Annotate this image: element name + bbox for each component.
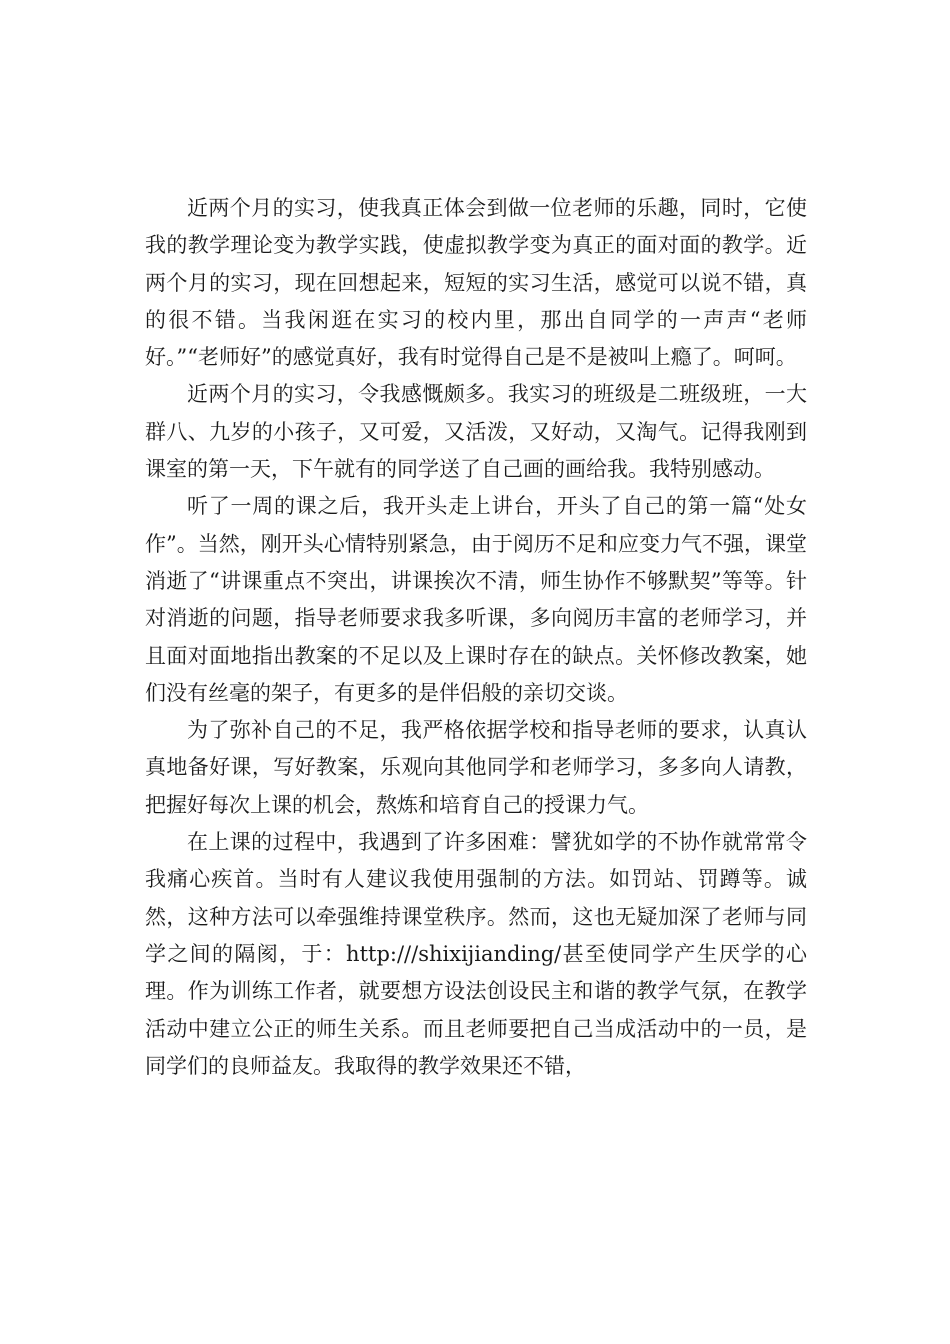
paragraph-5: 在上课的过程中，我遇到了许多困难：譬犹如学的不协作就常常令我痛心疾首。当时有人建议我使用强制的方法。如罚站、罚蹲等。诚然，这种方法可以牵强维持课堂秩序。然而，这也无疑加深了老师与同学之间的隔阂，于：http:///shixijianding/甚至使同学产生厌学的心理。作为训练工作者，就要想方设法创设民主和谐的教学气氛，在教学活动中建立公正的师生关系。而且老师要把自己当成活动中的一员，是同学们的良师益友。我取得的教学效果还不错， (145, 830, 807, 1078)
document-body (145, 190, 807, 1085)
paragraph-4: 为了弥补自己的不足，我严格依据学校和指导老师的要求，认真认真地备好课，写好教案，乐观向其他同学和老师学习，多多向人请教，把握好每次上课的机会，熬炼和培育自己的授课力气。 (145, 718, 807, 817)
paragraph-3: 听了一周的课之后，我开头走上讲台，开头了自己的第一篇“处女作”。当然，刚开头心情特别紧急，由于阅历不足和应变力气不强，课堂消逝了“讲课重点不突出，讲课挨次不清，师生协作不够默契”等等。针对消逝的问题，指导老师要求我多听课，多向阅历丰富的老师学习，并且面对面地指出教案的不足以及上课时存在的缺点。关怀修改教案，她们没有丝毫的架子，有更多的是伴侣般的亲切交谈。 (145, 494, 807, 705)
paragraph-1: 近两个月的实习，使我真正体会到做一位老师的乐趣，同时，它使我的教学理论变为教学实践，使虚拟教学变为真正的面对面的教学。近两个月的实习，现在回想起来，短短的实习生活，感觉可以说不错，真的很不错。当我闲逛在实习的校内里，那出自同学的一声声“老师好。”“老师好”的感觉真好，我有时觉得自己是不是被叫上瘾了。呵呵。 (145, 196, 807, 370)
paragraph-2: 近两个月的实习，令我感慨颇多。我实习的班级是二班级班，一大群八、九岁的小孩子，又可爱，又活泼，又好动，又淘气。记得我刚到课室的第一天，下午就有的同学送了自己画的画给我。我特别感动。 (145, 382, 807, 482)
